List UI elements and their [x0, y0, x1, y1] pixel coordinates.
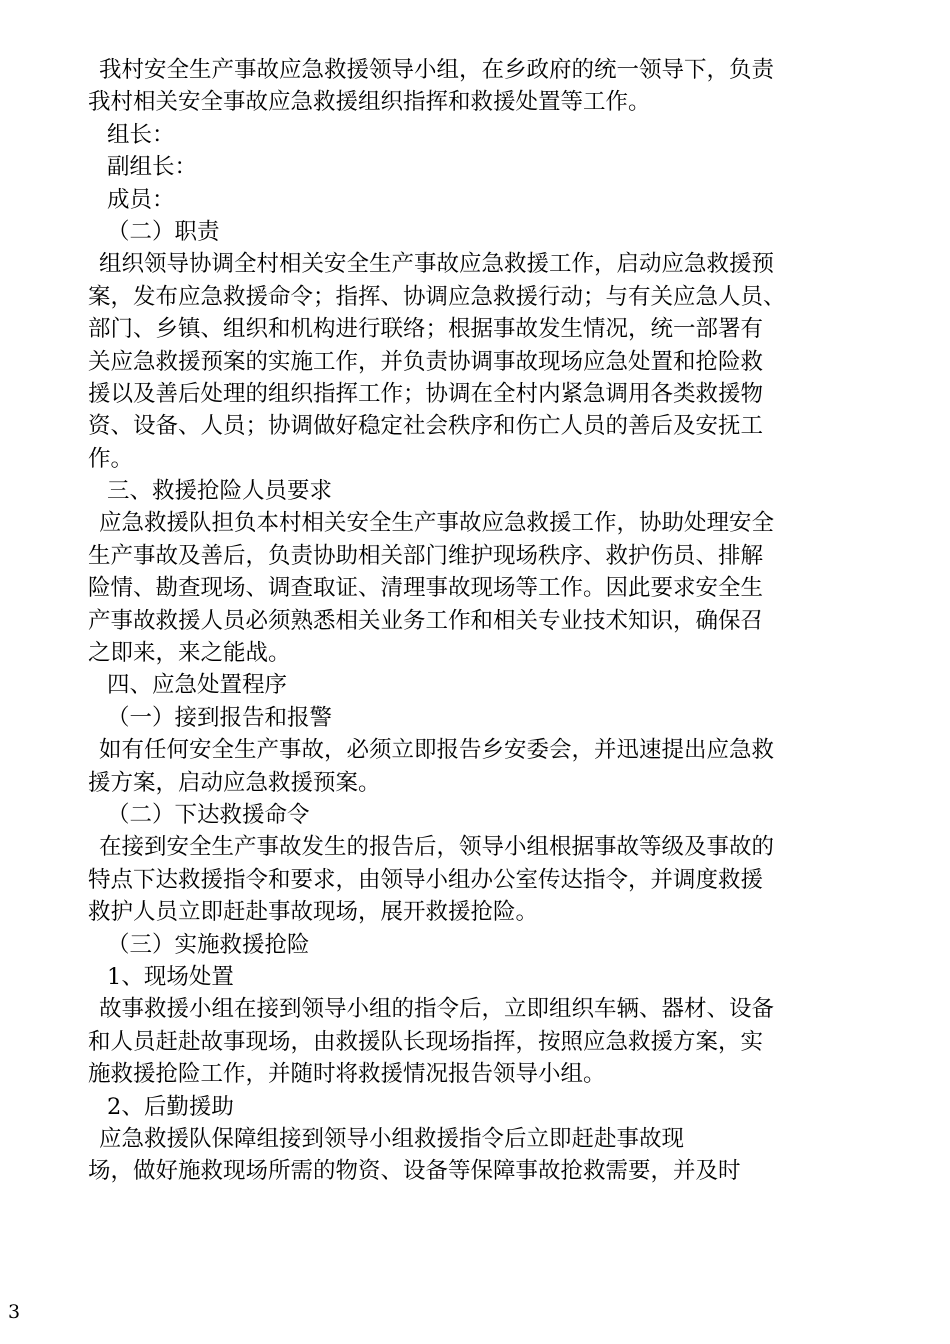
- section-heading: （二）职责: [107, 218, 220, 245]
- section-heading: 四、应急处置程序: [107, 672, 288, 699]
- text-line: 部门、乡镇、组织和机构进行联络；根据事故发生情况，统一部署有: [88, 316, 764, 343]
- text-line: 生产事故及善后，负责协助相关部门维护现场秩序、救护伤员、排解: [88, 542, 764, 569]
- text-line: 成员：: [107, 186, 175, 213]
- text-line: 之即来，来之能战。: [88, 640, 291, 667]
- section-heading: （二）下达救援命令: [107, 801, 310, 828]
- page-number: 3: [8, 1301, 21, 1323]
- text-line: 关应急救援预案的实施工作，并负责协调事故现场应急处置和抢险救: [88, 348, 764, 375]
- text-line: 和人员赶赴故事现场，由救援队长现场指挥，按照应急救援方案，实: [88, 1028, 764, 1055]
- text-line: 资、设备、人员；协调做好稳定社会秩序和伤亡人员的善后及安抚工: [88, 413, 764, 440]
- text-line: 援以及善后处理的组织指挥工作；协调在全村内紧急调用各类救援物: [88, 380, 764, 407]
- text-line: 特点下达救援指令和要求，由领导小组办公室传达指令，并调度救援: [88, 866, 764, 893]
- section-heading: 1、现场处置: [107, 963, 234, 990]
- document-body: [88, 54, 858, 1188]
- text-line: 副组长：: [107, 154, 198, 181]
- text-line: 故事救援小组在接到领导小组的指令后，立即组织车辆、器材、设备: [99, 996, 775, 1023]
- text-line: 作。: [88, 445, 134, 472]
- text-line: 如有任何安全生产事故，必须立即报告乡安委会，并迅速提出应急救: [99, 737, 775, 764]
- text-line: 组织领导协调全村相关安全生产事故应急救援工作，启动应急救援预: [99, 251, 775, 278]
- section-heading: 2、后勤援助: [107, 1093, 234, 1120]
- text-line: 在接到安全生产事故发生的报告后，领导小组根据事故等级及事故的: [99, 834, 775, 861]
- text-line: 援方案，启动应急救援预案。: [88, 769, 381, 796]
- section-heading: （一）接到报告和报警: [107, 704, 333, 731]
- text-line: 案，发布应急救援命令；指挥、协调应急救援行动；与有关应急人员、: [88, 283, 786, 310]
- text-line: 险情、勘查现场、调查取证、清理事故现场等工作。因此要求安全生: [88, 575, 764, 602]
- text-line: 我村安全生产事故应急救援领导小组，在乡政府的统一领导下，负责: [99, 57, 775, 83]
- text-line: 场，做好施救现场所需的物资、设备等保障事故抢救需要，并及时: [88, 1158, 741, 1185]
- section-heading: 三、救援抢险人员要求: [107, 478, 333, 505]
- section-heading: （三）实施救援抢险: [107, 931, 310, 958]
- text-line: 应急救援队保障组接到领导小组救援指令后立即赶赴事故现: [99, 1125, 685, 1152]
- text-line: 组长：: [107, 121, 175, 148]
- text-line: 施救援抢险工作，并随时将救援情况报告领导小组。: [88, 1061, 606, 1088]
- text-line: 产事故救援人员必须熟悉相关业务工作和相关专业技术知识，确保召: [88, 607, 764, 634]
- text-line: 我村相关安全事故应急救援组织指挥和救援处置等工作。: [88, 89, 651, 116]
- text-line: 救护人员立即赶赴事故现场，展开救援抢险。: [88, 899, 539, 926]
- text-line: 应急救援队担负本村相关安全生产事故应急救援工作，协助处理安全: [99, 510, 775, 537]
